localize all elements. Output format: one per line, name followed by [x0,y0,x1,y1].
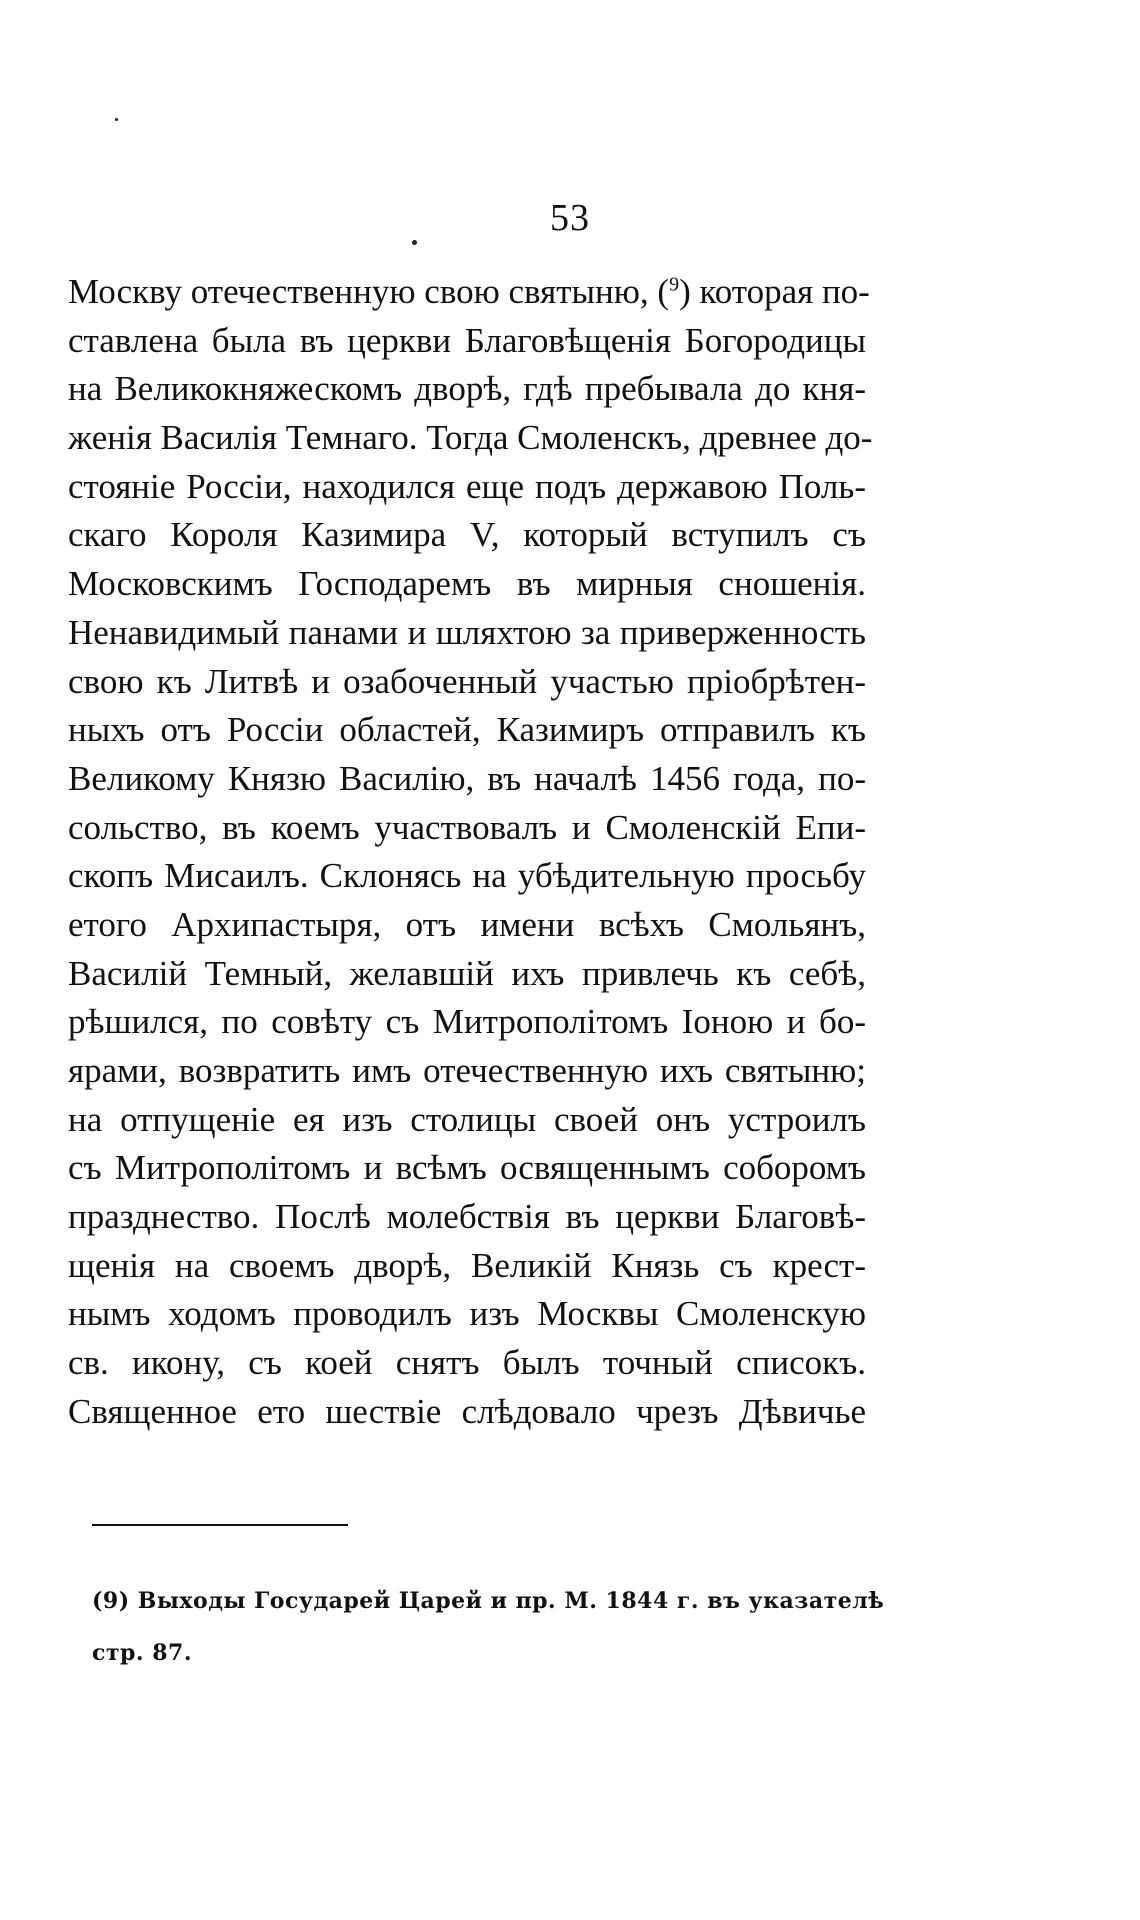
text-line: женія Василія Темнаго. Тогда Смоленскъ, древнее до- [68,418,873,458]
text-line: нымъ ходомъ проводилъ изъ Москвы Смоленскую [68,1294,866,1334]
text-line: Ненавидимый панами и шляхтою за приверженность [68,612,866,652]
ink-speck [412,240,417,245]
text-line: съ Митрополітомъ и всѣмъ освященнымъ соборомъ [68,1148,866,1188]
text-line: стояніе Россіи, находился еще подъ державою Поль- [68,466,866,506]
text-line [68,268,870,317]
text-line: ярами, возвратить имъ отечественную ихъ святыню; [68,1051,866,1090]
footnote-reference: 9 [669,273,680,296]
text-line: сольство, въ коемъ участвовалъ и Смоленскій Епи- [68,807,866,847]
text-line: рѣшился, по совѣту съ Митрополітомъ Іоною и бо- [68,1002,866,1042]
text-line: Василій Темный, желавшій ихъ привлечь къ себѣ, [68,953,866,993]
text-line: ставлена была въ церкви Благовѣщенія Богородицы [68,320,866,360]
footnote-divider [92,1524,348,1526]
text-line: скаго Короля Казимира V, который вступилъ съ [68,515,866,555]
footnote-line: стр. 87. [92,1640,193,1666]
text-line-part: Москву отечественную свою святыню, [68,272,658,311]
ink-speck [115,118,118,121]
text-line: скопъ Мисаилъ. Склонясь на убѣдительную просьбу [68,856,866,896]
text-line: свою къ Литвѣ и озабоченный участью пріобрѣтен- [68,661,866,701]
footnote [92,1575,885,1679]
footnote-line: (9) Выходы Государей Царей и пр. М. 1844 г. въ указателѣ [92,1588,885,1614]
text-line-part: которая по- [690,272,870,311]
text-line: етого Архипастыря, отъ имени всѣхъ Смольянъ, [68,904,866,944]
footnote-ref-open: ( [657,272,670,311]
text-line: Священное ето шествіе слѣдовало чрезъ Дѣвичье [68,1391,866,1431]
footnote-ref-close: ) [679,272,691,311]
text-line: Великому Князю Василію, въ началѣ 1456 года, по- [68,758,866,798]
text-line: на Великокняжескомъ дворѣ, гдѣ пребывала до кня- [68,369,866,409]
text-line: Московскимъ Господаремъ въ мирныя сношенія. [68,564,866,604]
text-line: ныхъ отъ Россіи областей, Казимиръ отправилъ къ [68,710,866,750]
page-number: 53 [550,197,590,239]
body-text [68,268,873,1437]
text-line: щенія на своемъ дворѣ, Великій Князь съ крест- [68,1245,866,1285]
text-line: на отпущеніе ея изъ столицы своей онъ устроилъ [68,1099,866,1139]
text-line: празднество. Послѣ молебствія въ церкви Благовѣ- [68,1197,866,1237]
text-line: св. икону, съ коей снятъ былъ точный списокъ. [68,1343,866,1383]
